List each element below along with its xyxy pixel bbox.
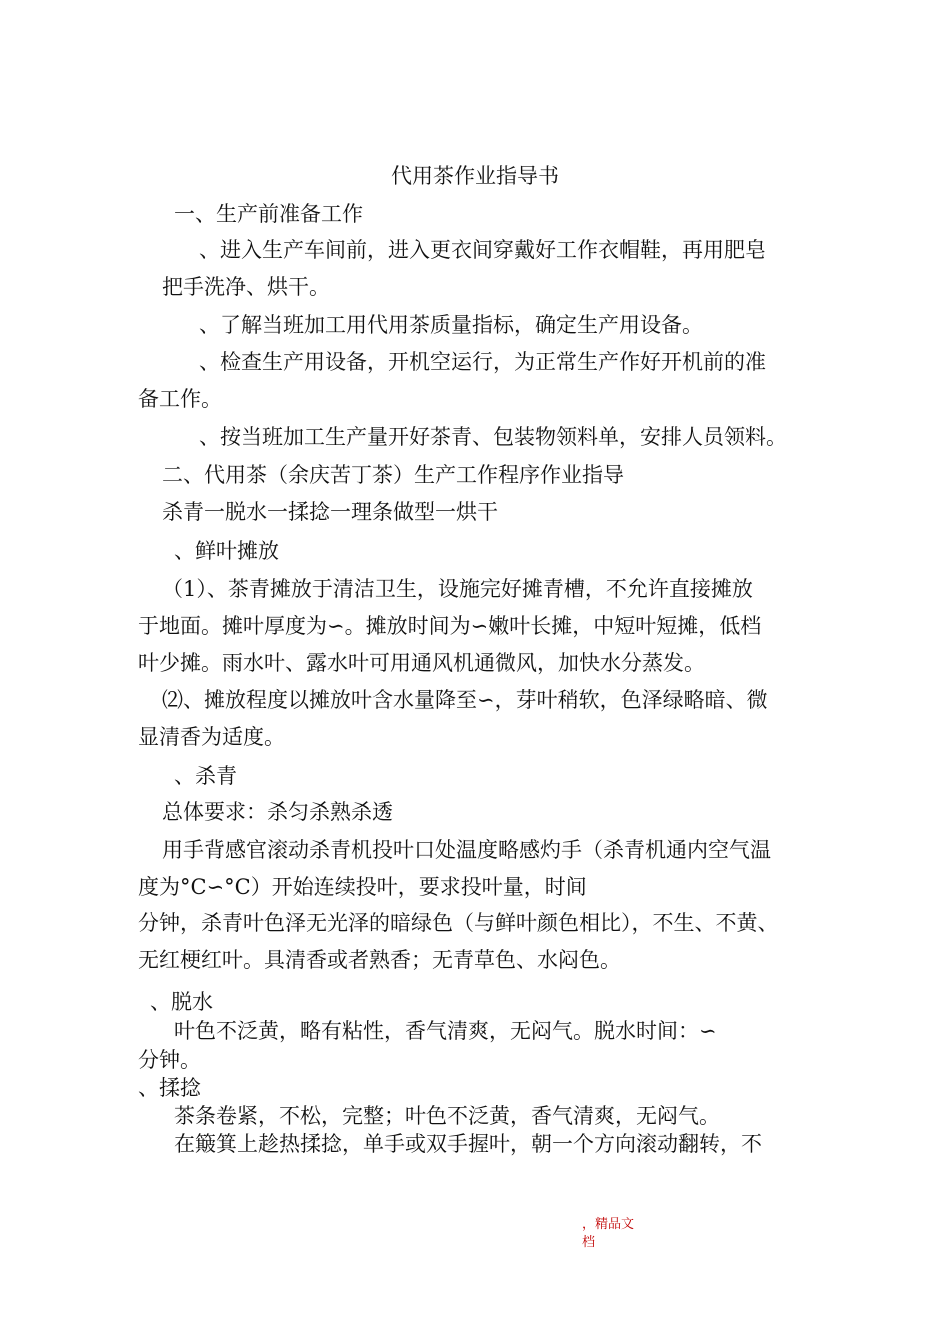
step2-p-line4: 无红梗红叶。具清香或者熟香；无青草色、水闷色。 — [138, 948, 621, 972]
section1-item1-line2: 把手洗净、烘干。 — [162, 275, 330, 299]
step2-p-line1: 用手背感官滚动杀青机投叶口处温度略感灼手（杀青机通内空气温 — [162, 838, 771, 862]
section2-heading: 二、代用茶（余庆苦丁茶）生产工作程序作业指导 — [162, 463, 624, 487]
step2-p-line3: 分钟，杀青叶色泽无光泽的暗绿色（与鲜叶颜色相比），不生、不黄、 — [138, 911, 779, 935]
section1-item2: 、了解当班加工用代用茶质量指标，确定生产用设备。 — [199, 313, 703, 337]
step1-p1-line1: （1）、茶青摊放于清洁卫生，设施完好摊青槽，不允许直接摊放 — [162, 577, 753, 601]
footer-watermark-line1: ，精品文 — [582, 1217, 635, 1232]
step3-p-line2: 分钟。 — [138, 1048, 201, 1072]
footer-watermark-line2: 档 — [582, 1235, 596, 1250]
section1-heading: 一、生产前准备工作 — [174, 202, 363, 226]
section1-item1-line1: 、进入生产车间前，进入更衣间穿戴好工作衣帽鞋，再用肥皂 — [199, 238, 766, 262]
section1-item3-line2: 备工作。 — [138, 387, 222, 411]
step3-p-line1: 叶色不泛黄，略有粘性，香气清爽，无闷气。脱水时间：∽ — [174, 1019, 717, 1043]
step1-heading: 、鲜叶摊放 — [174, 539, 279, 563]
step1-p2-line2: 显清香为适度。 — [138, 725, 285, 749]
step4-p-line2: 在簸箕上趁热揉捻，单手或双手握叶，朝一个方向滚动翻转，不 — [174, 1132, 762, 1156]
step2-heading: 、杀青 — [174, 764, 237, 788]
step4-p-line1: 茶条卷紧，不松，完整；叶色不泛黄，香气清爽，无闷气。 — [174, 1104, 720, 1128]
section1-item4: 、按当班加工生产量开好茶青、包装物领料单，安排人员领料。 — [199, 425, 787, 449]
step1-p2-line1: ⑵、摊放程度以摊放叶含水量降至∽，芽叶稍软，色泽绿略暗、微 — [162, 688, 768, 712]
document-title: 代用茶作业指导书 — [391, 164, 559, 188]
step2-requirement: 总体要求：杀匀杀熟杀透 — [162, 800, 393, 824]
step3-heading: 、脱水 — [150, 990, 213, 1014]
step1-p1-line2: 于地面。摊叶厚度为∽。摊放时间为∽嫩叶长摊，中短叶短摊，低档 — [138, 614, 762, 638]
process-flow: 杀青一脱水一揉捻一理条做型一烘干 — [162, 500, 498, 524]
step1-p1-line3: 叶少摊。雨水叶、露水叶可用通风机通微风，加快水分蒸发。 — [138, 651, 705, 675]
section1-item3-line1: 、检查生产用设备，开机空运行，为正常生产作好开机前的准 — [199, 350, 766, 374]
step2-p-line2: 度为°C∽°C）开始连续投叶，要求投叶量，时间 — [138, 875, 587, 899]
step4-heading: 、揉捻 — [138, 1076, 201, 1100]
